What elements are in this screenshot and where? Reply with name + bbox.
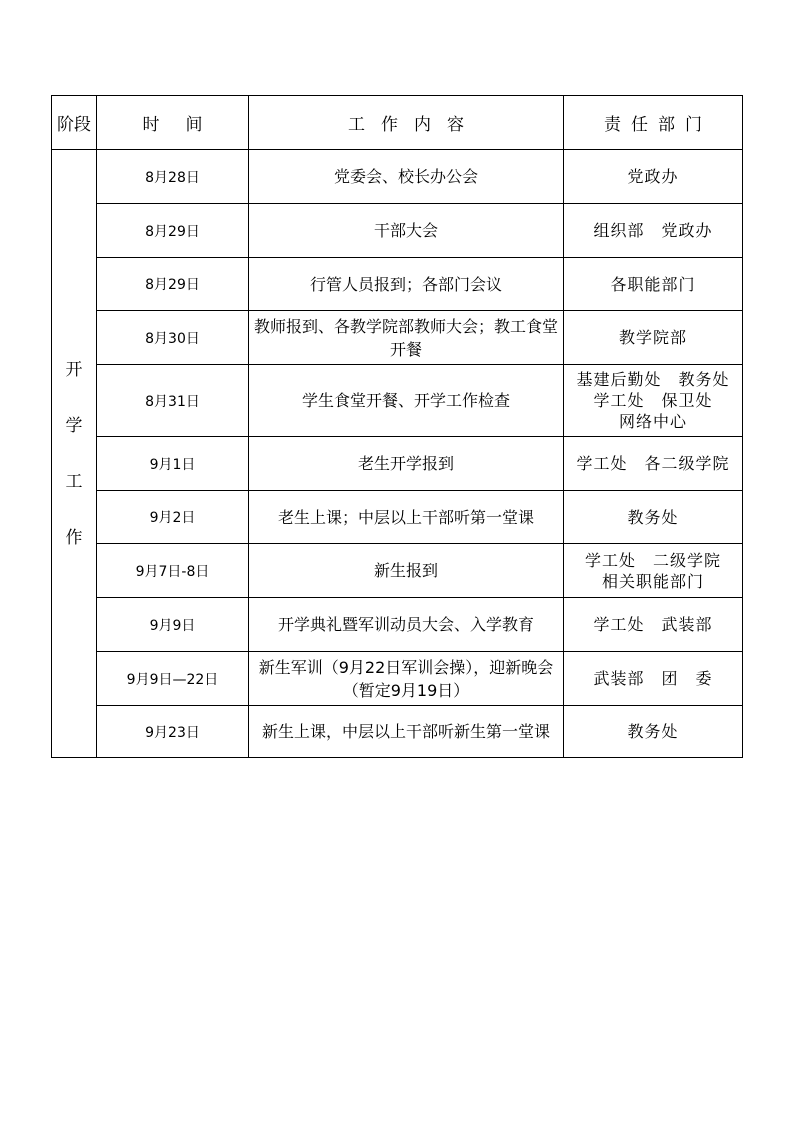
dept-cell: 各职能部门 [564,258,743,311]
date-cell: 8月31日 [97,365,249,437]
table-row [52,258,743,311]
date-cell: 9月1日 [97,437,249,491]
date-cell: 8月29日 [97,204,249,258]
dept-cell: 学工处 二级学院 相关职能部门 [564,544,743,598]
dept-cell: 基建后勤处 教务处 学工处 保卫处 网络中心 [564,365,743,437]
schedule-table [51,95,743,758]
content-cell: 老生上课；中层以上干部听第一堂课 [249,491,564,544]
content-cell: 党委会、校长办公会 [249,150,564,204]
table-row [52,311,743,365]
header-content: 工作内容 [249,96,564,150]
stage-char: 开 [65,359,83,380]
content-cell: 开学典礼暨军训动员大会、入学教育 [249,598,564,652]
table-row [52,204,743,258]
date-cell: 9月9日—22日 [97,652,249,706]
content-cell: 干部大会 [249,204,564,258]
date-cell: 9月23日 [97,706,249,758]
table-row [52,150,743,204]
dept-cell: 党政办 [564,150,743,204]
content-cell: 新生报到 [249,544,564,598]
dept-cell: 武装部 团 委 [564,652,743,706]
table-row [52,544,743,598]
stage-char: 学 [65,415,83,436]
header-row [52,96,743,150]
content-cell: 学生食堂开餐、开学工作检查 [249,365,564,437]
date-cell: 8月30日 [97,311,249,365]
table-row [52,491,743,544]
stage-char: 工 [65,471,83,492]
content-cell: 新生军训（9月22日军训会操），迎新晚会（暂定9月19日） [249,652,564,706]
content-cell: 行管人员报到；各部门会议 [249,258,564,311]
content-cell: 教师报到、各教学院部教师大会；教工食堂开餐 [249,311,564,365]
dept-cell: 教务处 [564,706,743,758]
date-cell: 9月7日-8日 [97,544,249,598]
table-row [52,365,743,437]
header-stage: 阶段 [52,96,97,150]
content-cell: 老生开学报到 [249,437,564,491]
stage-cell [52,150,97,758]
date-cell: 9月2日 [97,491,249,544]
table-row [52,652,743,706]
dept-cell: 组织部 党政办 [564,204,743,258]
header-time: 时间 [97,96,249,150]
date-cell: 8月28日 [97,150,249,204]
table-row [52,437,743,491]
dept-cell: 教务处 [564,491,743,544]
dept-cell: 学工处 武装部 [564,598,743,652]
header-dept: 责任部门 [564,96,743,150]
stage-char: 作 [65,527,83,548]
dept-cell: 学工处 各二级学院 [564,437,743,491]
table-row [52,598,743,652]
table-row [52,706,743,758]
content-cell: 新生上课，中层以上干部听新生第一堂课 [249,706,564,758]
date-cell: 9月9日 [97,598,249,652]
dept-cell: 教学院部 [564,311,743,365]
date-cell: 8月29日 [97,258,249,311]
